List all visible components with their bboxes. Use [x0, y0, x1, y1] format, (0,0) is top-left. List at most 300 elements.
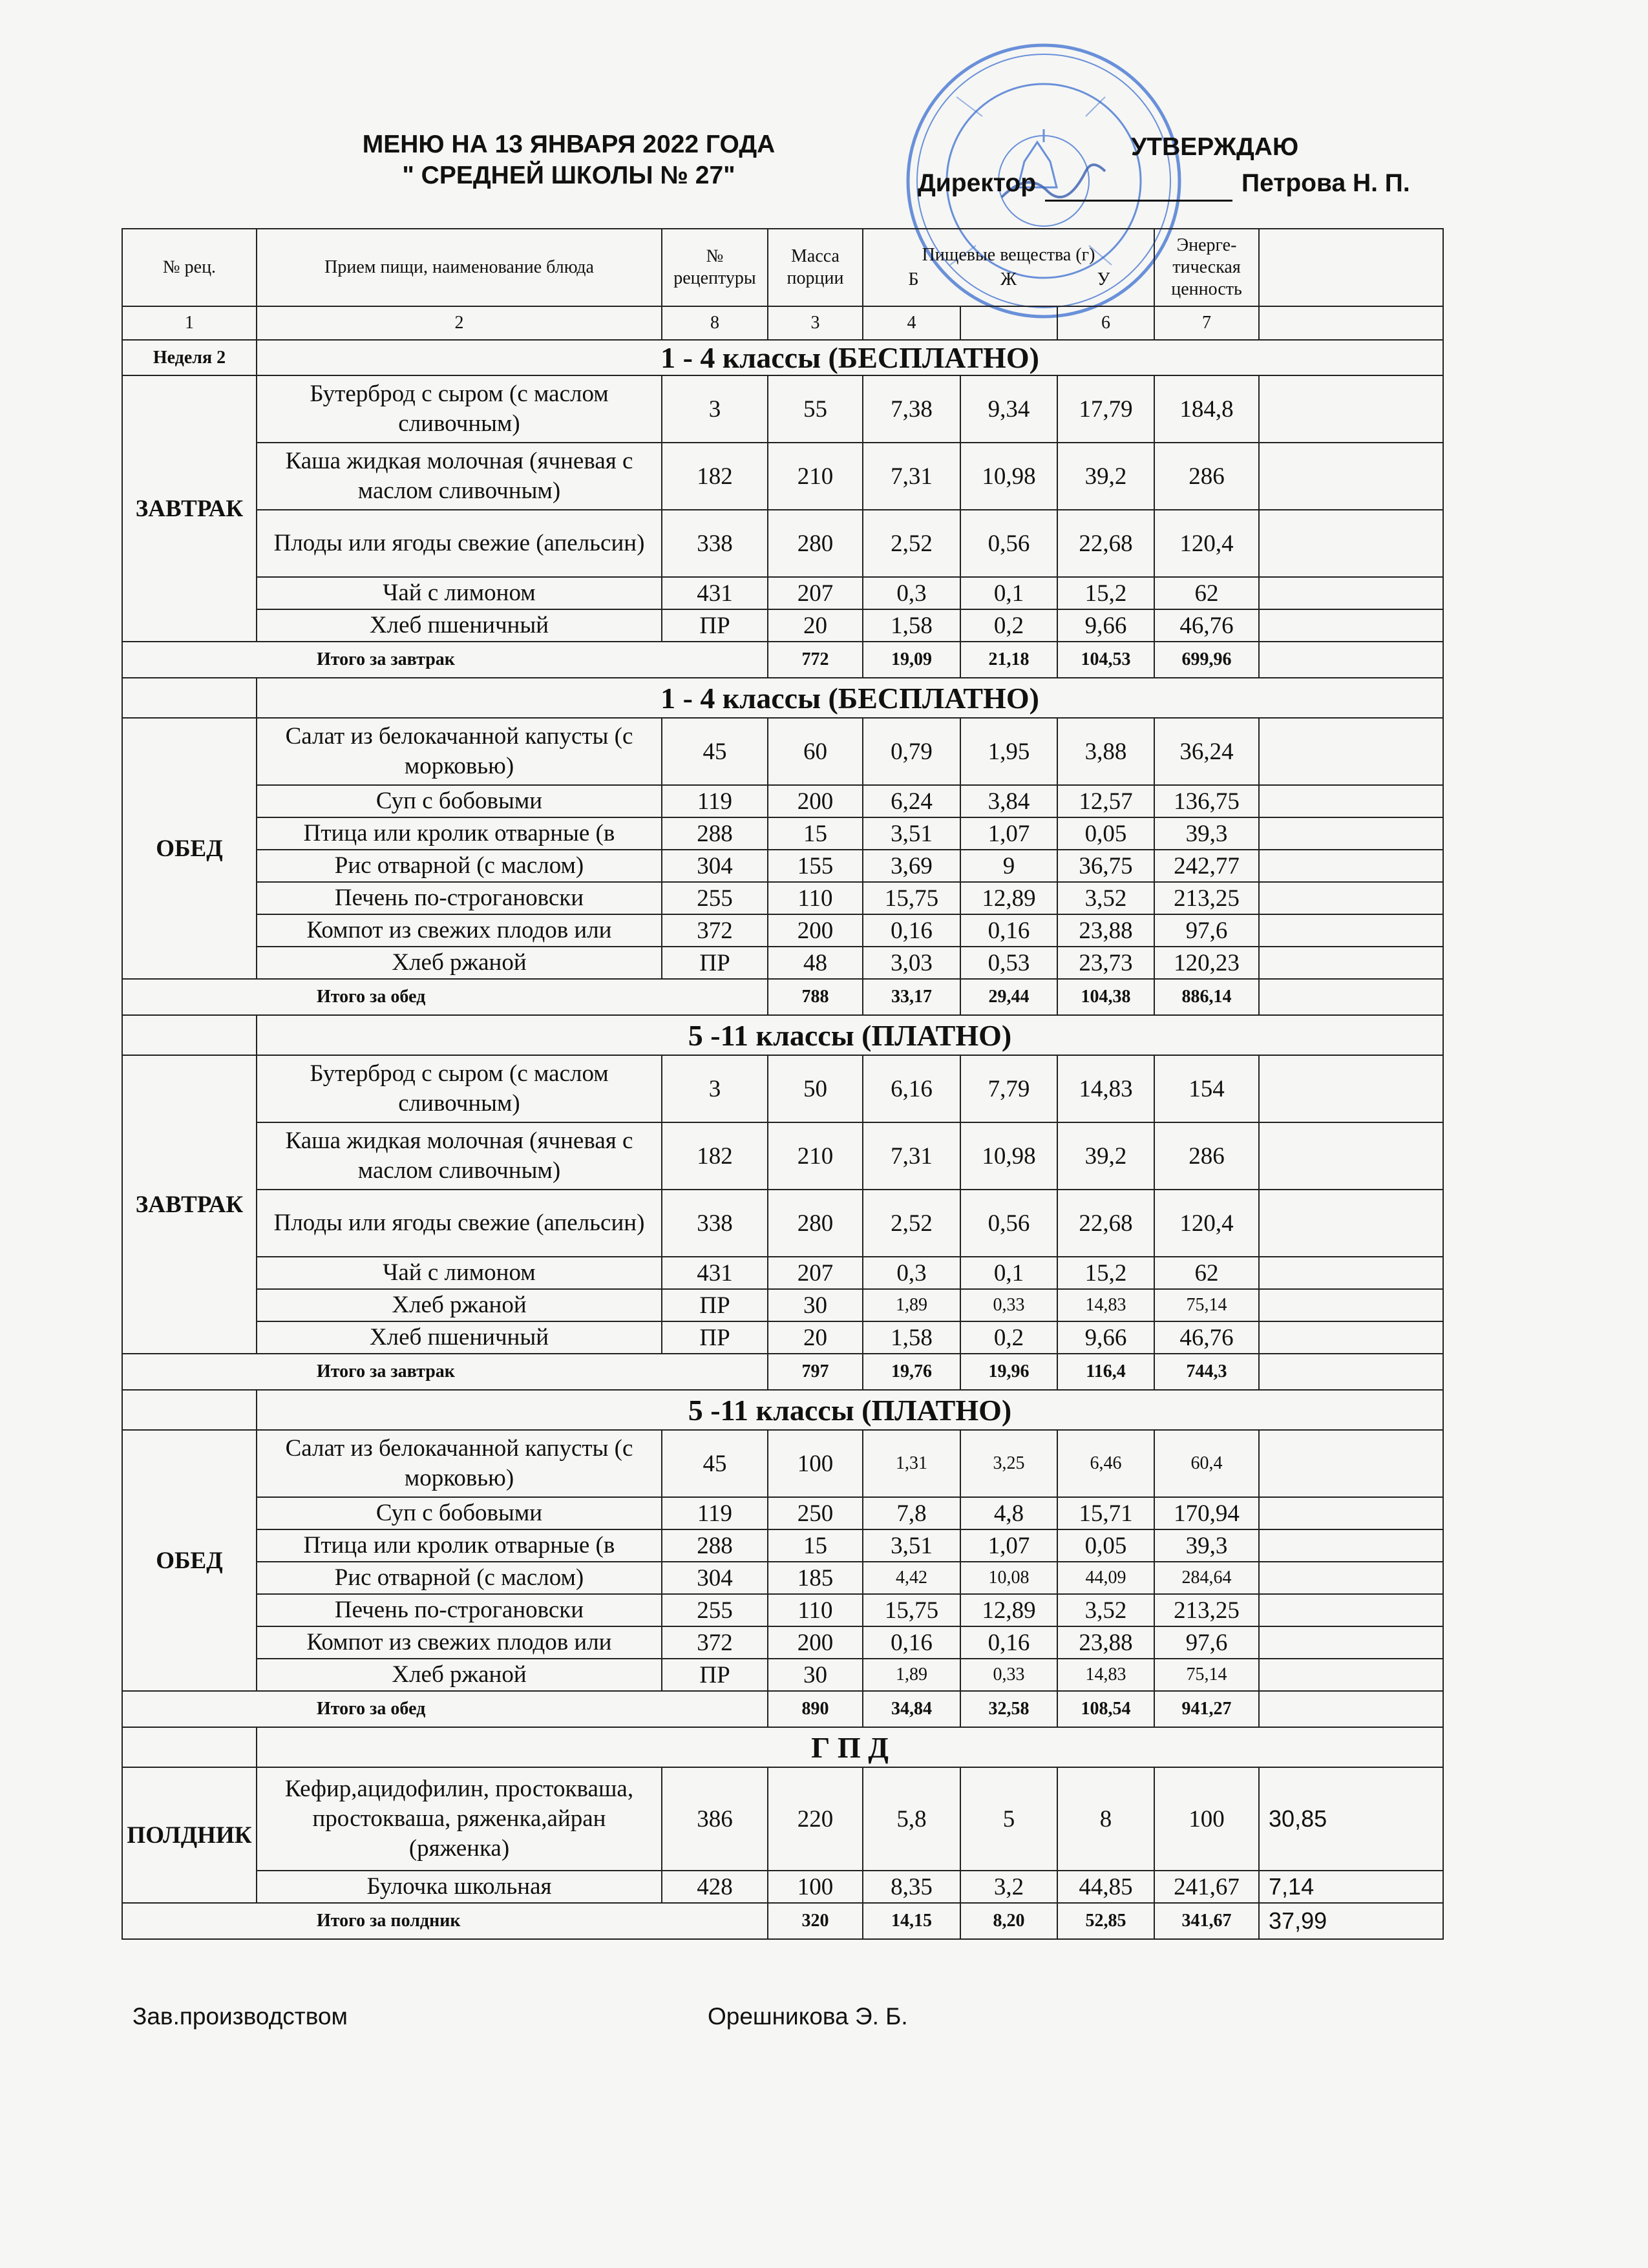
menu-row [122, 1430, 1443, 1497]
extra-value [1259, 1289, 1443, 1321]
recipe-number: 119 [662, 1497, 768, 1529]
menu-row [122, 609, 1443, 642]
total-row [122, 1903, 1443, 1939]
portion-mass: 185 [768, 1562, 863, 1594]
total-extra [1259, 979, 1443, 1015]
dish-name: Салат из белокачанной капусты (с морковью) [257, 1430, 662, 1497]
fat-value: 9 [960, 850, 1057, 882]
footer-role: Зав.производством [132, 2003, 348, 2030]
menu-row [122, 577, 1443, 609]
portion-mass: 155 [768, 850, 863, 882]
extra-value [1259, 785, 1443, 817]
protein-value: 1,58 [863, 609, 960, 642]
extra-value [1259, 1430, 1443, 1497]
menu-row [122, 1497, 1443, 1529]
meal-label: ЗАВТРАК [122, 375, 257, 642]
recipe-number: 119 [662, 785, 768, 817]
header-extra [1259, 229, 1443, 306]
meal-label: ОБЕД [122, 1430, 257, 1691]
carbs-value: 44,09 [1057, 1562, 1154, 1594]
total-protein: 19,09 [863, 642, 960, 678]
energy-value: 75,14 [1154, 1659, 1259, 1691]
section-title-row [122, 1390, 1443, 1430]
carbs-value: 3,88 [1057, 718, 1154, 785]
carbs-value: 6,46 [1057, 1430, 1154, 1497]
recipe-number: ПР [662, 947, 768, 979]
extra-value [1259, 375, 1443, 443]
carbs-value: 39,2 [1057, 443, 1154, 510]
protein-value: 2,52 [863, 1190, 960, 1257]
recipe-number: 431 [662, 1257, 768, 1289]
portion-mass: 280 [768, 510, 863, 577]
fat-value: 0,2 [960, 609, 1057, 642]
section-title: 1 - 4 классы (БЕСПЛАТНО) [257, 678, 1443, 718]
energy-value: 184,8 [1154, 375, 1259, 443]
extra-value [1259, 1594, 1443, 1626]
energy-value: 60,4 [1154, 1430, 1259, 1497]
fat-value: 12,89 [960, 1594, 1057, 1626]
extra-value [1259, 1497, 1443, 1529]
fat-value: 0,16 [960, 914, 1057, 947]
carbs-value: 44,85 [1057, 1871, 1154, 1903]
dish-name: Каша жидкая молочная (ячневая с маслом сливочным) [257, 1122, 662, 1190]
portion-mass: 207 [768, 1257, 863, 1289]
recipe-number: 255 [662, 1594, 768, 1626]
energy-value: 46,76 [1154, 1321, 1259, 1354]
portion-mass: 30 [768, 1659, 863, 1691]
carbs-value: 23,73 [1057, 947, 1154, 979]
fat-value: 12,89 [960, 882, 1057, 914]
week-cell [122, 678, 257, 718]
total-label: Итого за завтрак [122, 642, 768, 678]
section-title-row [122, 678, 1443, 718]
total-extra [1259, 642, 1443, 678]
header-mass: Масса порции [768, 229, 863, 306]
fat-value: 0,53 [960, 947, 1057, 979]
dish-name: Хлеб ржаной [257, 947, 662, 979]
portion-mass: 200 [768, 914, 863, 947]
protein-value: 6,24 [863, 785, 960, 817]
extra-value: 7,14 [1259, 1871, 1443, 1903]
dish-name: Рис отварной (с маслом) [257, 1562, 662, 1594]
dish-name: Хлеб ржаной [257, 1659, 662, 1691]
header-zh: Ж [1000, 269, 1017, 289]
recipe-number: 45 [662, 718, 768, 785]
protein-value: 15,75 [863, 1594, 960, 1626]
carbs-value: 15,2 [1057, 577, 1154, 609]
portion-mass: 60 [768, 718, 863, 785]
recipe-number: ПР [662, 609, 768, 642]
total-fat: 29,44 [960, 979, 1057, 1015]
dish-name: Компот из свежих плодов или [257, 1626, 662, 1659]
portion-mass: 20 [768, 609, 863, 642]
menu-row [122, 1257, 1443, 1289]
menu-row [122, 718, 1443, 785]
energy-value: 39,3 [1154, 817, 1259, 850]
carbs-value: 9,66 [1057, 609, 1154, 642]
index-cell: 8 [662, 306, 768, 340]
total-fat: 32,58 [960, 1691, 1057, 1727]
carbs-value: 8 [1057, 1767, 1154, 1871]
protein-value: 2,52 [863, 510, 960, 577]
recipe-number: 428 [662, 1871, 768, 1903]
dish-name: Суп с бобовыми [257, 785, 662, 817]
section-title: 1 - 4 классы (БЕСПЛАТНО) [257, 340, 1443, 375]
carbs-value: 0,05 [1057, 1529, 1154, 1562]
header-b: Б [908, 269, 919, 289]
carbs-value: 3,52 [1057, 882, 1154, 914]
total-mass: 320 [768, 1903, 863, 1939]
total-fat: 21,18 [960, 642, 1057, 678]
total-protein: 34,84 [863, 1691, 960, 1727]
menu-row [122, 817, 1443, 850]
portion-mass: 200 [768, 785, 863, 817]
header-recipe: № рецептуры [662, 229, 768, 306]
fat-value: 9,34 [960, 375, 1057, 443]
week-cell [122, 1727, 257, 1767]
total-fat: 19,96 [960, 1354, 1057, 1390]
extra-value: 30,85 [1259, 1767, 1443, 1871]
extra-value [1259, 947, 1443, 979]
extra-value [1259, 1659, 1443, 1691]
recipe-number: 288 [662, 817, 768, 850]
week-cell [122, 1390, 257, 1430]
dish-name: Плоды или ягоды свежие (апельсин) [257, 1190, 662, 1257]
document-title [246, 129, 892, 191]
energy-value: 120,23 [1154, 947, 1259, 979]
menu-row [122, 914, 1443, 947]
extra-value [1259, 718, 1443, 785]
dish-name: Хлеб пшеничный [257, 1321, 662, 1354]
portion-mass: 100 [768, 1871, 863, 1903]
extra-value [1259, 577, 1443, 609]
menu-table [121, 228, 1444, 1940]
total-extra [1259, 1691, 1443, 1727]
extra-value [1259, 609, 1443, 642]
dish-name: Кефир,ацидофилин, простокваша, простокваша, ряженка,айран (ряженка) [257, 1767, 662, 1871]
total-protein: 14,15 [863, 1903, 960, 1939]
carbs-value: 17,79 [1057, 375, 1154, 443]
menu-row [122, 1871, 1443, 1903]
fat-value: 7,79 [960, 1055, 1057, 1122]
carbs-value: 14,83 [1057, 1659, 1154, 1691]
portion-mass: 210 [768, 443, 863, 510]
dish-name: Птица или кролик отварные (в [257, 1529, 662, 1562]
total-carbs: 104,38 [1057, 979, 1154, 1015]
protein-value: 3,03 [863, 947, 960, 979]
dish-name: Бутерброд с сыром (с маслом сливочным) [257, 1055, 662, 1122]
total-row [122, 979, 1443, 1015]
energy-value: 154 [1154, 1055, 1259, 1122]
menu-row [122, 1529, 1443, 1562]
fat-value: 0,2 [960, 1321, 1057, 1354]
protein-value: 1,89 [863, 1289, 960, 1321]
energy-value: 284,64 [1154, 1562, 1259, 1594]
fat-value: 4,8 [960, 1497, 1057, 1529]
header-u: У [1097, 269, 1110, 289]
recipe-number: 182 [662, 1122, 768, 1190]
signature-line [1045, 176, 1232, 202]
fat-value: 0,1 [960, 577, 1057, 609]
header-nutrients [863, 229, 1154, 306]
dish-name: Салат из белокачанной капусты (с морковью) [257, 718, 662, 785]
recipe-number: 372 [662, 1626, 768, 1659]
total-mass: 772 [768, 642, 863, 678]
protein-value: 15,75 [863, 882, 960, 914]
energy-value: 286 [1154, 1122, 1259, 1190]
carbs-value: 3,52 [1057, 1594, 1154, 1626]
protein-value: 7,31 [863, 443, 960, 510]
menu-row [122, 947, 1443, 979]
recipe-number: 3 [662, 375, 768, 443]
portion-mass: 15 [768, 817, 863, 850]
portion-mass: 20 [768, 1321, 863, 1354]
extra-value [1259, 1257, 1443, 1289]
fat-value: 0,33 [960, 1289, 1057, 1321]
total-row [122, 642, 1443, 678]
header-dish: Прием пищи, наименование блюда [257, 229, 662, 306]
protein-value: 1,89 [863, 1659, 960, 1691]
total-carbs: 104,53 [1057, 642, 1154, 678]
menu-row [122, 1190, 1443, 1257]
recipe-number: 45 [662, 1430, 768, 1497]
portion-mass: 200 [768, 1626, 863, 1659]
extra-value [1259, 1122, 1443, 1190]
energy-value: 241,67 [1154, 1871, 1259, 1903]
extra-value [1259, 1626, 1443, 1659]
recipe-number: 304 [662, 850, 768, 882]
section-title-row [122, 1727, 1443, 1767]
dish-name: Каша жидкая молочная (ячневая с маслом сливочным) [257, 443, 662, 510]
index-cell: 6 [1057, 306, 1154, 340]
total-row [122, 1354, 1443, 1390]
carbs-value: 0,05 [1057, 817, 1154, 850]
total-energy: 744,3 [1154, 1354, 1259, 1390]
approval-block [918, 129, 1454, 202]
protein-value: 5,8 [863, 1767, 960, 1871]
week-cell: Неделя 2 [122, 340, 257, 375]
recipe-number: ПР [662, 1289, 768, 1321]
recipe-number: 338 [662, 510, 768, 577]
energy-value: 286 [1154, 443, 1259, 510]
dish-name: Хлеб ржаной [257, 1289, 662, 1321]
title-line-2: " СРЕДНЕЙ ШКОЛЫ № 27" [402, 162, 735, 189]
fat-value: 10,08 [960, 1562, 1057, 1594]
dish-name: Птица или кролик отварные (в [257, 817, 662, 850]
protein-value: 7,31 [863, 1122, 960, 1190]
menu-row [122, 1767, 1443, 1871]
director-name: Петрова Н. П. [1241, 169, 1410, 197]
index-cell: 7 [1154, 306, 1259, 340]
protein-value: 0,79 [863, 718, 960, 785]
director-label: Директор [918, 169, 1037, 197]
total-label: Итого за завтрак [122, 1354, 768, 1390]
total-label: Итого за обед [122, 1691, 768, 1727]
protein-value: 3,69 [863, 850, 960, 882]
header-rec: № рец. [122, 229, 257, 306]
index-row [122, 306, 1443, 340]
portion-mass: 110 [768, 882, 863, 914]
fat-value: 0,56 [960, 510, 1057, 577]
menu-row [122, 1122, 1443, 1190]
carbs-value: 36,75 [1057, 850, 1154, 882]
fat-value: 0,33 [960, 1659, 1057, 1691]
protein-value: 4,42 [863, 1562, 960, 1594]
carbs-value: 9,66 [1057, 1321, 1154, 1354]
index-cell: 3 [768, 306, 863, 340]
energy-value: 97,6 [1154, 914, 1259, 947]
extra-value [1259, 443, 1443, 510]
portion-mass: 100 [768, 1430, 863, 1497]
total-mass: 890 [768, 1691, 863, 1727]
carbs-value: 23,88 [1057, 914, 1154, 947]
recipe-number: 288 [662, 1529, 768, 1562]
total-row [122, 1691, 1443, 1727]
dish-name: Хлеб пшеничный [257, 609, 662, 642]
total-carbs: 108,54 [1057, 1691, 1154, 1727]
dish-name: Рис отварной (с маслом) [257, 850, 662, 882]
energy-value: 120,4 [1154, 510, 1259, 577]
total-carbs: 116,4 [1057, 1354, 1154, 1390]
extra-value [1259, 510, 1443, 577]
extra-value [1259, 914, 1443, 947]
section-title-row [122, 340, 1443, 375]
carbs-value: 22,68 [1057, 1190, 1154, 1257]
week-cell [122, 1015, 257, 1055]
energy-value: 36,24 [1154, 718, 1259, 785]
protein-value: 0,16 [863, 1626, 960, 1659]
menu-row [122, 1594, 1443, 1626]
index-cell: 4 [863, 306, 960, 340]
fat-value: 0,16 [960, 1626, 1057, 1659]
header-energy: Энерге-тическая ценность [1154, 229, 1259, 306]
recipe-number: 386 [662, 1767, 768, 1871]
fat-value: 3,25 [960, 1430, 1057, 1497]
section-title: 5 -11 классы (ПЛАТНО) [257, 1015, 1443, 1055]
dish-name: Бутерброд с сыром (с маслом сливочным) [257, 375, 662, 443]
fat-value: 1,95 [960, 718, 1057, 785]
energy-value: 100 [1154, 1767, 1259, 1871]
meal-label: ПОЛДНИК [122, 1767, 257, 1903]
extra-value [1259, 1562, 1443, 1594]
carbs-value: 15,71 [1057, 1497, 1154, 1529]
energy-value: 170,94 [1154, 1497, 1259, 1529]
menu-row [122, 1321, 1443, 1354]
energy-value: 136,75 [1154, 785, 1259, 817]
portion-mass: 207 [768, 577, 863, 609]
extra-value [1259, 1321, 1443, 1354]
portion-mass: 210 [768, 1122, 863, 1190]
dish-name: Суп с бобовыми [257, 1497, 662, 1529]
menu-row [122, 850, 1443, 882]
protein-value: 0,3 [863, 577, 960, 609]
dish-name: Печень по-строгановски [257, 1594, 662, 1626]
portion-mass: 110 [768, 1594, 863, 1626]
menu-row [122, 882, 1443, 914]
recipe-number: 431 [662, 577, 768, 609]
section-title: 5 -11 классы (ПЛАТНО) [257, 1390, 1443, 1430]
menu-row [122, 1659, 1443, 1691]
section-title-row [122, 1015, 1443, 1055]
energy-value: 75,14 [1154, 1289, 1259, 1321]
energy-value: 213,25 [1154, 1594, 1259, 1626]
total-mass: 797 [768, 1354, 863, 1390]
fat-value: 0,56 [960, 1190, 1057, 1257]
total-energy: 941,27 [1154, 1691, 1259, 1727]
protein-value: 8,35 [863, 1871, 960, 1903]
menu-row [122, 510, 1443, 577]
recipe-number: ПР [662, 1321, 768, 1354]
energy-value: 213,25 [1154, 882, 1259, 914]
protein-value: 7,38 [863, 375, 960, 443]
total-mass: 788 [768, 979, 863, 1015]
carbs-value: 23,88 [1057, 1626, 1154, 1659]
total-energy: 886,14 [1154, 979, 1259, 1015]
total-label: Итого за обед [122, 979, 768, 1015]
protein-value: 0,16 [863, 914, 960, 947]
recipe-number: 255 [662, 882, 768, 914]
energy-value: 39,3 [1154, 1529, 1259, 1562]
menu-row [122, 375, 1443, 443]
portion-mass: 48 [768, 947, 863, 979]
carbs-value: 15,2 [1057, 1257, 1154, 1289]
protein-value: 7,8 [863, 1497, 960, 1529]
fat-value: 3,84 [960, 785, 1057, 817]
fat-value: 0,1 [960, 1257, 1057, 1289]
total-energy: 699,96 [1154, 642, 1259, 678]
dish-name: Булочка школьная [257, 1871, 662, 1903]
menu-row [122, 1289, 1443, 1321]
protein-value: 3,51 [863, 817, 960, 850]
dish-name: Компот из свежих плодов или [257, 914, 662, 947]
portion-mass: 280 [768, 1190, 863, 1257]
extra-value [1259, 1055, 1443, 1122]
index-cell: 1 [122, 306, 257, 340]
fat-value: 1,07 [960, 1529, 1057, 1562]
carbs-value: 22,68 [1057, 510, 1154, 577]
total-label: Итого за полдник [122, 1903, 768, 1939]
portion-mass: 220 [768, 1767, 863, 1871]
total-extra [1259, 1354, 1443, 1390]
total-carbs: 52,85 [1057, 1903, 1154, 1939]
recipe-number: ПР [662, 1659, 768, 1691]
energy-value: 242,77 [1154, 850, 1259, 882]
total-fat: 8,20 [960, 1903, 1057, 1939]
menu-row [122, 1055, 1443, 1122]
dish-name: Чай с лимоном [257, 1257, 662, 1289]
extra-value [1259, 1190, 1443, 1257]
carbs-value: 14,83 [1057, 1055, 1154, 1122]
protein-value: 3,51 [863, 1529, 960, 1562]
total-extra: 37,99 [1259, 1903, 1443, 1939]
menu-row [122, 1562, 1443, 1594]
fat-value: 3,2 [960, 1871, 1057, 1903]
fat-value: 5 [960, 1767, 1057, 1871]
protein-value: 1,58 [863, 1321, 960, 1354]
section-title: Г П Д [257, 1727, 1443, 1767]
approve-label: УТВЕРЖДАЮ [1131, 133, 1299, 161]
total-protein: 33,17 [863, 979, 960, 1015]
extra-value [1259, 1529, 1443, 1562]
carbs-value: 14,83 [1057, 1289, 1154, 1321]
index-cell [1259, 306, 1443, 340]
dish-name: Чай с лимоном [257, 577, 662, 609]
portion-mass: 250 [768, 1497, 863, 1529]
recipe-number: 304 [662, 1562, 768, 1594]
nutrients-label: Пищевые вещества (г) [922, 245, 1095, 265]
index-cell [960, 306, 1057, 340]
total-protein: 19,76 [863, 1354, 960, 1390]
